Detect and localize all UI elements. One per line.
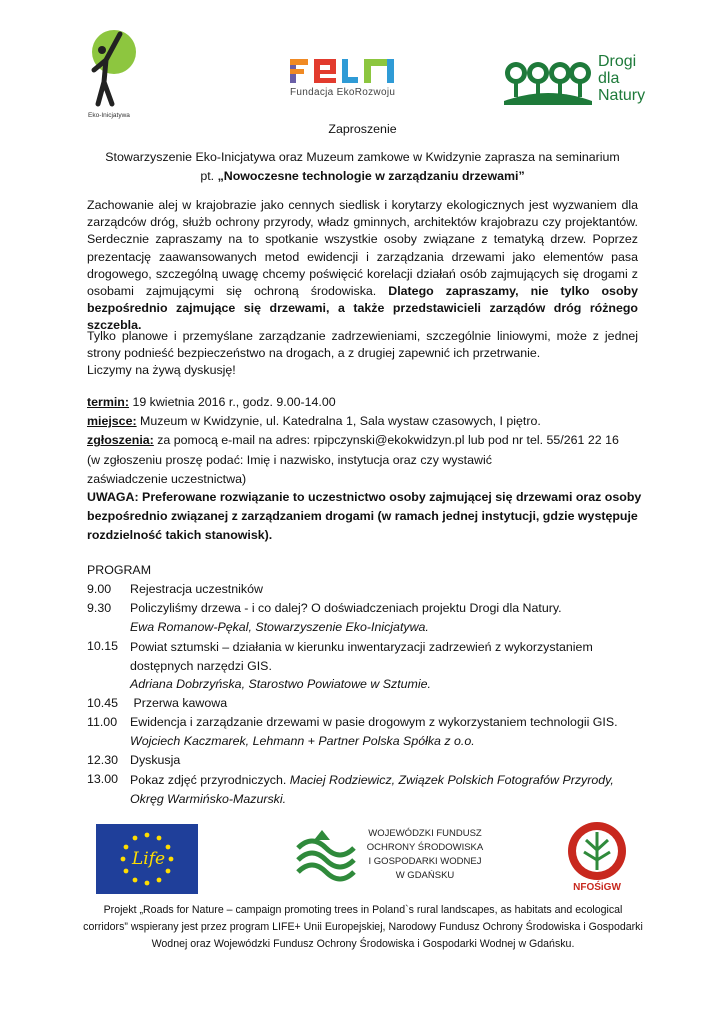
intro-bold: Dlatego zapraszamy, nie tylko osoby bezpośrednio zajmujące się drzewami, a także przedstawicieli zarządów dróg różnego szczebla. [87,284,638,333]
trees-road-icon [502,55,594,105]
program-title: Rejestracja uczestników [130,582,263,596]
intro-text: Zachowanie alej w krajobrazie jako cennych siedlisk i korytarzy ekologicznych jest wyzwaniem dla zarządców dróg, służb ochrony przyrody, władz gminnych, architektów krajobrazu czy projektantów. Serdecznie zapraszamy na to spotkanie wszystkie osoby związane z tematyką drzew. Poprzez prezentację zaawansowanych metod ewidencji i zarządzania drzewami jako elementów pasa drogowego, szczególną uwagę chcemy poświęcić korelacji działań osób zajmujących się drogami z osobami zajmującymi się ochroną środowiska. [87,198,638,299]
eko-inicjatywa-figure-icon [82,30,142,112]
program-time: 10.15 [87,639,119,653]
program-title: Dyskusja [130,753,181,767]
fundacja-ekorozwoju-logo [288,55,403,107]
seminar-title-line [40,168,685,185]
project-footer: Projekt „Roads for Nature – campaign promoting trees in Poland`s rural landscapes, as habitats and ecological corridors” wspierany jest przez program LIFE+ Unii Europejskiej, Narodowy Fundusz Ochrony Środowiska i Gospodarki Wodnej oraz Wojewódzki Fundusz Ochrony Środowiska i Gospodarki Wodnej w Gdańsku. [83,904,643,950]
fer-label: Fundacja EkoRozwoju [290,87,396,98]
ddn-line2: dla [598,70,620,87]
ddn-line1: Drogi [598,53,637,70]
wfos-line4: W GDAŃSKU [395,870,455,881]
wfos-line1: WOJEWÓDZKI FUNDUSZ [368,828,482,839]
program-body [130,771,645,809]
program-speaker-inline: Maciej Rodziewicz, Związek Polskich Fotografów Przyrody, Okręg Warmińsko-Mazurski. [130,773,614,806]
program-time: 10.45 [87,696,119,710]
program-title: Pokaz zdjęć przyrodniczych. [130,773,290,787]
termin-value: 19 kwietnia 2016 r., godz. 9.00-14.00 [129,395,336,409]
zgloszenia-label: zgłoszenia: [87,433,154,447]
miejsce-value: Muzeum w Kwidzynie, ul. Katedralna 1, Sala wystaw czasowych, I piętro. [136,414,541,428]
wfos-logo [292,826,522,892]
zgloszenia-line [87,432,662,449]
program-time: 9.30 [87,601,112,615]
termin-label: termin: [87,395,129,409]
nfosigw-emblem-icon [566,820,628,882]
zgloszenia-value: za pomocą e-mail na adres: rpipczynski@ekokwidzyn.pl lub pod nr tel. 55/261 22 16 [153,433,619,447]
program-time: 9.00 [87,582,112,596]
wfos-line3: I GOSPODARKI WODNEJ [368,856,482,867]
second-paragraph: Tylko planowe i przemyślane zarządzanie zadrzewieniami, szczególnie liniowymi, może z jednej strony podnieść bezpieczeństwo na drogach, a z drugiej zapewnić ich przetrwanie. [87,329,638,360]
fer-logo-icon [288,55,400,85]
life-label: Life [132,849,166,869]
program-time: 12.30 [87,753,119,767]
drogi-dla-natury-logo [502,55,662,115]
termin-line [87,394,647,411]
page-title: Zaproszenie [328,122,397,136]
program-speaker: Ewa Romanow-Pękal, Stowarzyszenie Eko-Inicjatywa. [130,620,429,634]
program-time: 13.00 [87,772,119,786]
program-speaker: Wojciech Kaczmarek, Lehmann + Partner Polska Spółka z o.o. [130,734,475,748]
program-title: Ewidencja i zarządzanie drzewami w pasie drogowym z wykorzystaniem technologii GIS. [130,715,618,729]
program-time: 11.00 [87,715,118,729]
nfosigw-label: NFOŚiGW [573,882,621,893]
program-title: Powiat sztumski – działania w kierunku inwentaryzacji zadrzewień z wykorzystaniem dostępnych narzędzi GIS. [130,640,593,673]
seminar-prefix: pt. [200,169,218,183]
program-heading: PROGRAM [87,563,152,577]
ddn-line3: Natury [598,87,646,104]
wfos-waves-icon [292,826,362,886]
intro-paragraph [87,197,638,335]
miejsce-label: miejsce: [87,414,137,428]
program-title: Policzyliśmy drzewa - i co dalej? O doświadczeniach projektu Drogi dla Natury. [130,601,562,615]
eu-life-logo [96,824,198,894]
registration-note: (w zgłoszeniu proszę podać: Imię i nazwisko, instytucja oraz czy wystawić zaświadczenie uczestnictwa) [87,453,492,486]
eko-inicjatywa-label: Eko-Inicjatywa [88,112,130,119]
program-title: Przerwa kawowa [130,696,228,710]
nfosigw-logo [566,820,628,898]
seminar-title: „Nowoczesne technologie w zarządzaniu drzewami” [217,169,525,183]
wfos-line2: OCHRONY ŚRODOWISKA [366,842,484,853]
closing-line: Liczymy na żywą dyskusję! [87,363,236,377]
eko-inicjatywa-logo [82,30,142,125]
miejsce-line [87,413,647,430]
uwaga-note: UWAGA: Preferowane rozwiązanie to uczestnictwo osoby zajmującej się drzewami oraz osoby bezpośrednio związanej z zarządzaniem drogami (w ramach jednej instytucji, gdzie występuje rozdzielność takich stanowisk). [87,490,642,542]
program-speaker: Adriana Dobrzyńska, Starostwo Powiatowe w Sztumie. [130,677,431,691]
invitation-line: Stowarzyszenie Eko-Inicjatywa oraz Muzeum zamkowe w Kwidzynie zaprasza na seminarium [105,150,620,164]
